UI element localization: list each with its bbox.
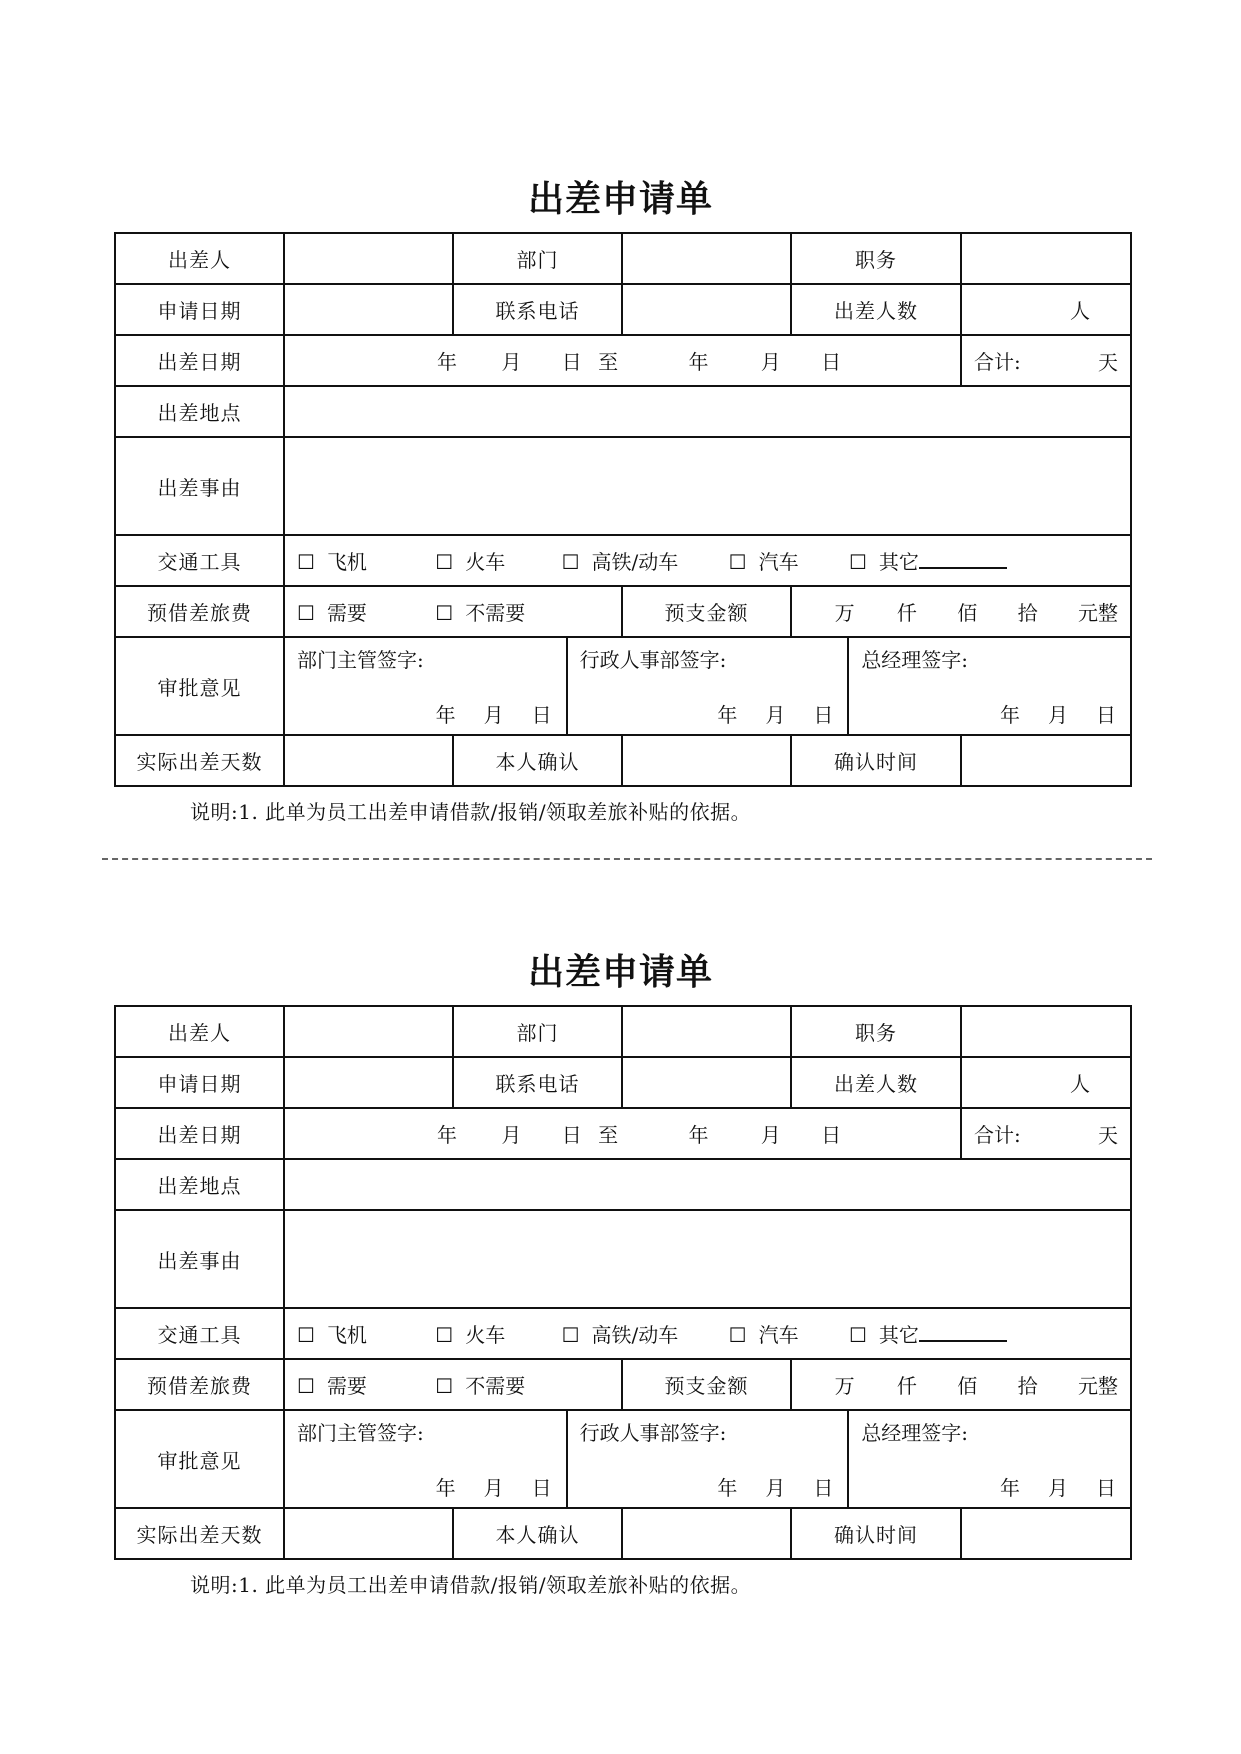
option-car[interactable]: ☐ 汽车: [728, 550, 799, 574]
form-table: [114, 1005, 1132, 1560]
to-label: 至: [598, 1123, 619, 1147]
to-day: 日: [821, 350, 842, 374]
trip-date-label: 出差日期: [115, 1108, 284, 1159]
amount-label: 预支金额: [622, 586, 791, 637]
position-label: 职务: [791, 1006, 961, 1057]
checkbox-icon[interactable]: ☐: [435, 1323, 454, 1347]
form-note: 说明:1. 此单为员工出差申请借款/报销/领取差旅补贴的依据。: [190, 1573, 752, 1597]
transport-label: 交通工具: [115, 535, 284, 586]
advance-label: 预借差旅费: [115, 586, 284, 637]
hr-signature[interactable]: 行政人事部签字: 年 月 日: [567, 638, 849, 734]
count-field[interactable]: [961, 1057, 1131, 1108]
phone-field[interactable]: [622, 1057, 791, 1108]
apply-date-field[interactable]: [284, 284, 453, 335]
position-field[interactable]: [961, 1006, 1131, 1057]
checkbox-icon[interactable]: ☐: [561, 1323, 580, 1347]
advance-options: [284, 586, 622, 637]
checkbox-icon[interactable]: ☐: [297, 1374, 315, 1398]
form-title: 出差申请单: [527, 951, 713, 993]
confirm-time-label: 确认时间: [791, 735, 961, 786]
count-field[interactable]: [961, 284, 1131, 335]
traveler-field[interactable]: [284, 1006, 453, 1057]
self-confirm-label: 本人确认: [453, 735, 622, 786]
transport-label: 交通工具: [115, 1308, 284, 1359]
advance-label: 预借差旅费: [115, 1359, 284, 1410]
phone-field[interactable]: [622, 284, 791, 335]
traveler-label: 出差人: [115, 1006, 284, 1057]
actual-days-label: 实际出差天数: [115, 1508, 284, 1559]
total-days-field[interactable]: [961, 335, 1131, 386]
count-unit: 人: [1070, 1072, 1090, 1096]
option-highspeed[interactable]: ☐ 高铁/动车: [561, 1323, 679, 1347]
from-day: 日: [561, 350, 582, 374]
reason-label: 出差事由: [115, 437, 284, 535]
approval-signatures: [284, 1410, 1131, 1508]
advance-options: [284, 1359, 622, 1410]
phone-label: 联系电话: [453, 284, 622, 335]
from-month: 月: [501, 350, 522, 374]
position-field[interactable]: [961, 233, 1131, 284]
from-year: 年: [437, 1123, 457, 1147]
checkbox-icon[interactable]: ☐: [297, 1323, 315, 1347]
actual-days-field[interactable]: [284, 735, 453, 786]
hr-signature[interactable]: 行政人事部签字: 年 月 日: [567, 1411, 849, 1507]
count-label: 出差人数: [791, 1057, 961, 1108]
checkbox-icon[interactable]: ☐: [561, 550, 580, 574]
option-train[interactable]: ☐ 火车: [435, 1323, 506, 1347]
option-car[interactable]: ☐ 汽车: [728, 1323, 799, 1347]
form-table: [114, 232, 1132, 787]
position-label: 职务: [791, 233, 961, 284]
reason-field[interactable]: [284, 1210, 1131, 1308]
checkbox-icon[interactable]: ☐: [728, 1323, 747, 1347]
checkbox-icon[interactable]: ☐: [435, 550, 454, 574]
place-label: 出差地点: [115, 1159, 284, 1210]
traveler-label: 出差人: [115, 233, 284, 284]
dept-field[interactable]: [622, 1006, 791, 1057]
to-day: 日: [821, 1123, 842, 1147]
to-month: 月: [760, 1123, 781, 1147]
gm-signature[interactable]: 总经理签字: 年 月 日: [861, 1421, 1116, 1500]
traveler-field[interactable]: [284, 233, 453, 284]
trip-date-field[interactable]: [284, 335, 961, 386]
cut-line: [102, 858, 1152, 860]
checkbox-icon[interactable]: ☐: [435, 1374, 454, 1398]
place-label: 出差地点: [115, 386, 284, 437]
apply-date-label: 申请日期: [115, 284, 284, 335]
reason-label: 出差事由: [115, 1210, 284, 1308]
approval-label: 审批意见: [115, 1410, 284, 1508]
count-unit: 人: [1070, 299, 1090, 323]
other-underline[interactable]: [919, 1322, 1007, 1342]
gm-signature[interactable]: 总经理签字: 年 月 日: [861, 648, 1116, 727]
total-label: 合计:: [974, 350, 1021, 374]
self-confirm-field[interactable]: [622, 735, 791, 786]
phone-label: 联系电话: [453, 1057, 622, 1108]
checkbox-icon[interactable]: ☐: [297, 601, 315, 625]
checkbox-icon[interactable]: ☐: [435, 601, 454, 625]
option-need[interactable]: ☐ 需要: [297, 601, 367, 625]
apply-date-label: 申请日期: [115, 1057, 284, 1108]
dept-field[interactable]: [622, 233, 791, 284]
amount-label: 预支金额: [622, 1359, 791, 1410]
other-underline[interactable]: [919, 549, 1007, 569]
confirm-time-field[interactable]: [961, 1508, 1131, 1559]
confirm-time-field[interactable]: [961, 735, 1131, 786]
to-year: 年: [688, 350, 709, 374]
self-confirm-label: 本人确认: [453, 1508, 622, 1559]
option-no-need[interactable]: ☐ 不需要: [435, 1374, 526, 1398]
from-day: 日: [561, 1123, 582, 1147]
dept-head-signature[interactable]: 部门主管签字: 年 月 日: [285, 1411, 567, 1507]
checkbox-icon[interactable]: ☐: [848, 1323, 867, 1347]
count-label: 出差人数: [791, 284, 961, 335]
dept-label: 部门: [453, 1006, 622, 1057]
checkbox-icon[interactable]: ☐: [297, 550, 315, 574]
self-confirm-field[interactable]: [622, 1508, 791, 1559]
option-need[interactable]: ☐ 需要: [297, 1374, 367, 1398]
total-days-field[interactable]: [961, 1108, 1131, 1159]
actual-days-label: 实际出差天数: [115, 735, 284, 786]
reason-field[interactable]: [284, 437, 1131, 535]
from-month: 月: [501, 1123, 522, 1147]
to-year: 年: [688, 1123, 709, 1147]
total-unit: 天: [1098, 1123, 1118, 1147]
from-year: 年: [437, 350, 457, 374]
checkbox-icon[interactable]: ☐: [848, 550, 867, 574]
dept-label: 部门: [453, 233, 622, 284]
approval-label: 审批意见: [115, 637, 284, 735]
option-other[interactable]: ☐ 其它: [849, 546, 1007, 575]
place-field[interactable]: [284, 1159, 1131, 1210]
checkbox-icon[interactable]: ☐: [728, 550, 747, 574]
approval-signatures: [284, 637, 1131, 735]
actual-days-field[interactable]: [284, 1508, 453, 1559]
amount-field[interactable]: 万 仟 佰 拾 元整: [791, 1359, 1131, 1410]
to-month: 月: [760, 350, 781, 374]
total-unit: 天: [1098, 350, 1118, 374]
confirm-time-label: 确认时间: [791, 1508, 961, 1559]
form-note: 说明:1. 此单为员工出差申请借款/报销/领取差旅补贴的依据。: [190, 800, 752, 824]
form-title: 出差申请单: [527, 178, 713, 220]
to-label: 至: [598, 350, 619, 374]
place-field[interactable]: [284, 386, 1131, 437]
option-no-need[interactable]: ☐ 不需要: [435, 601, 526, 625]
trip-date-label: 出差日期: [115, 335, 284, 386]
dept-head-signature[interactable]: 部门主管签字: 年 月 日: [285, 638, 567, 734]
transport-options: [284, 1308, 1131, 1359]
trip-date-field[interactable]: [284, 1108, 961, 1159]
option-plane[interactable]: ☐ 飞机: [297, 1323, 367, 1347]
option-other[interactable]: ☐ 其它: [849, 1319, 1007, 1348]
total-label: 合计:: [974, 1123, 1021, 1147]
option-plane[interactable]: ☐ 飞机: [297, 550, 367, 574]
transport-options: [284, 535, 1131, 586]
amount-field[interactable]: 万 仟 佰 拾 元整: [791, 586, 1131, 637]
option-train[interactable]: ☐ 火车: [435, 550, 506, 574]
option-highspeed[interactable]: ☐ 高铁/动车: [561, 550, 679, 574]
apply-date-field[interactable]: [284, 1057, 453, 1108]
